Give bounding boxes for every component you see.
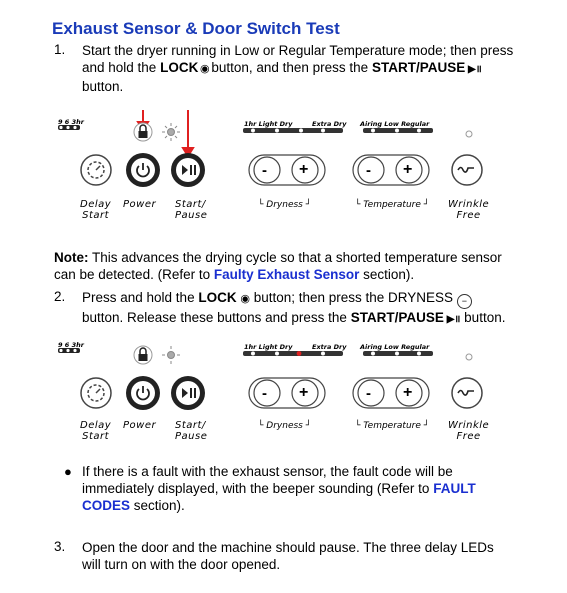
dryness-minus-label: - (262, 162, 267, 179)
temp-minus-label: - (366, 162, 371, 179)
start-pause-label: Start/ Pause (175, 199, 208, 221)
faulty-exhaust-sensor-link[interactable]: Faulty Exhaust Sensor (213, 267, 360, 282)
note-label: Note: (54, 250, 89, 265)
dryness-buttons[interactable] (249, 378, 325, 408)
dryness-label: └ Dryness ┘ (258, 421, 312, 431)
dryness-small-icon: − (457, 294, 472, 309)
fault-codes-link[interactable]: FAULT (433, 481, 476, 496)
dryness-plus-label: + (299, 384, 309, 401)
step-1-line-1: Start the dryer running in Low or Regular Temperature mode; then press (82, 43, 514, 58)
start-pause-button[interactable] (171, 376, 205, 410)
dryness-label: └ Dryness ┘ (258, 200, 312, 210)
step-1-number: 1. (54, 42, 66, 57)
dryness-extra-label: Extra Dry (312, 120, 347, 128)
delay-start-label: Delay Start (80, 199, 112, 221)
step-2-number: 2. (54, 289, 66, 304)
dryness-plus-label: + (299, 161, 309, 178)
page-title: Exhaust Sensor & Door Switch Test (52, 19, 340, 38)
bullet-marker: ● (64, 464, 72, 479)
delay-start-label: Delay Start (80, 420, 112, 442)
lock-icon (134, 123, 152, 141)
dryness-levels-label: 1hr Light Dry (244, 343, 293, 351)
wrinkle-free-button[interactable] (452, 378, 482, 408)
dryness-levels-label: 1hr Light Dry (244, 120, 293, 128)
power-label: Power (123, 199, 157, 210)
temp-plus-label: + (403, 384, 413, 401)
start-pause-small-icon: ▶॥ (443, 314, 461, 325)
sun-led-icon (162, 346, 180, 364)
lock-icon (134, 346, 152, 364)
step-1-line-2: and hold the LOCK ◉ button, and then press the START/PAUSE ▶॥ (82, 59, 552, 78)
bullet-text: If there is a fault with the exhaust sensor, the fault code will be immediately displayed, with the beeper sounding (Refer to FAULT CODES section). (82, 464, 476, 513)
temperature-levels-label: Airing Low Regular (360, 120, 430, 128)
temperature-label: └ Temperature ┘ (355, 200, 430, 210)
temp-minus-label: - (366, 385, 371, 402)
step-1-text (82, 42, 552, 95)
step-3-text: Open the door and the machine should pause. The three delay LEDs will turn on with the door opened. (82, 540, 494, 572)
fault-codes-link-cont[interactable]: CODES (82, 498, 131, 513)
temp-plus-label: + (403, 161, 413, 178)
lock-small-icon: ◉ (200, 63, 210, 75)
delay-times-label: 9 6 3hr (58, 341, 84, 349)
step-3-number: 3. (54, 539, 66, 554)
temperature-levels-label: Airing Low Regular (360, 343, 430, 351)
start-pause-label: Start/ Pause (175, 420, 208, 442)
dryness-minus-label: - (262, 385, 267, 402)
wrinkle-free-label: Wrinkle Free (448, 420, 490, 442)
step-1-line-3: button. (82, 79, 124, 94)
note: Note: This advances the drying cycle so that a shorted temperature sensor can be detected. (Refer to Faulty Exhaust Sensor section). (54, 250, 502, 282)
dryness-buttons[interactable] (249, 155, 325, 185)
delay-times-label: 9 6 3hr (58, 118, 84, 126)
dryness-extra-label: Extra Dry (312, 343, 347, 351)
lock-small-icon: ◉ (240, 293, 250, 305)
delay-start-button[interactable] (81, 155, 111, 185)
start-pause-button[interactable] (171, 153, 205, 187)
delay-start-button[interactable] (81, 378, 111, 408)
start-pause-small-icon: ▶॥ (465, 64, 482, 75)
temperature-buttons[interactable] (353, 155, 429, 185)
sun-led-icon (162, 123, 180, 141)
power-label: Power (123, 420, 157, 431)
temperature-buttons[interactable] (353, 378, 429, 408)
step-2-text: Press and hold the LOCK ◉ button; then press the DRYNESS − button. Release these buttons and press the START/PAUSE ▶॥ button. (82, 290, 506, 325)
power-button[interactable] (126, 153, 160, 187)
wrinkle-free-button[interactable] (452, 155, 482, 185)
wrinkle-free-label: Wrinkle Free (448, 199, 490, 221)
power-button[interactable] (126, 376, 160, 410)
temperature-label: └ Temperature ┘ (355, 421, 430, 431)
